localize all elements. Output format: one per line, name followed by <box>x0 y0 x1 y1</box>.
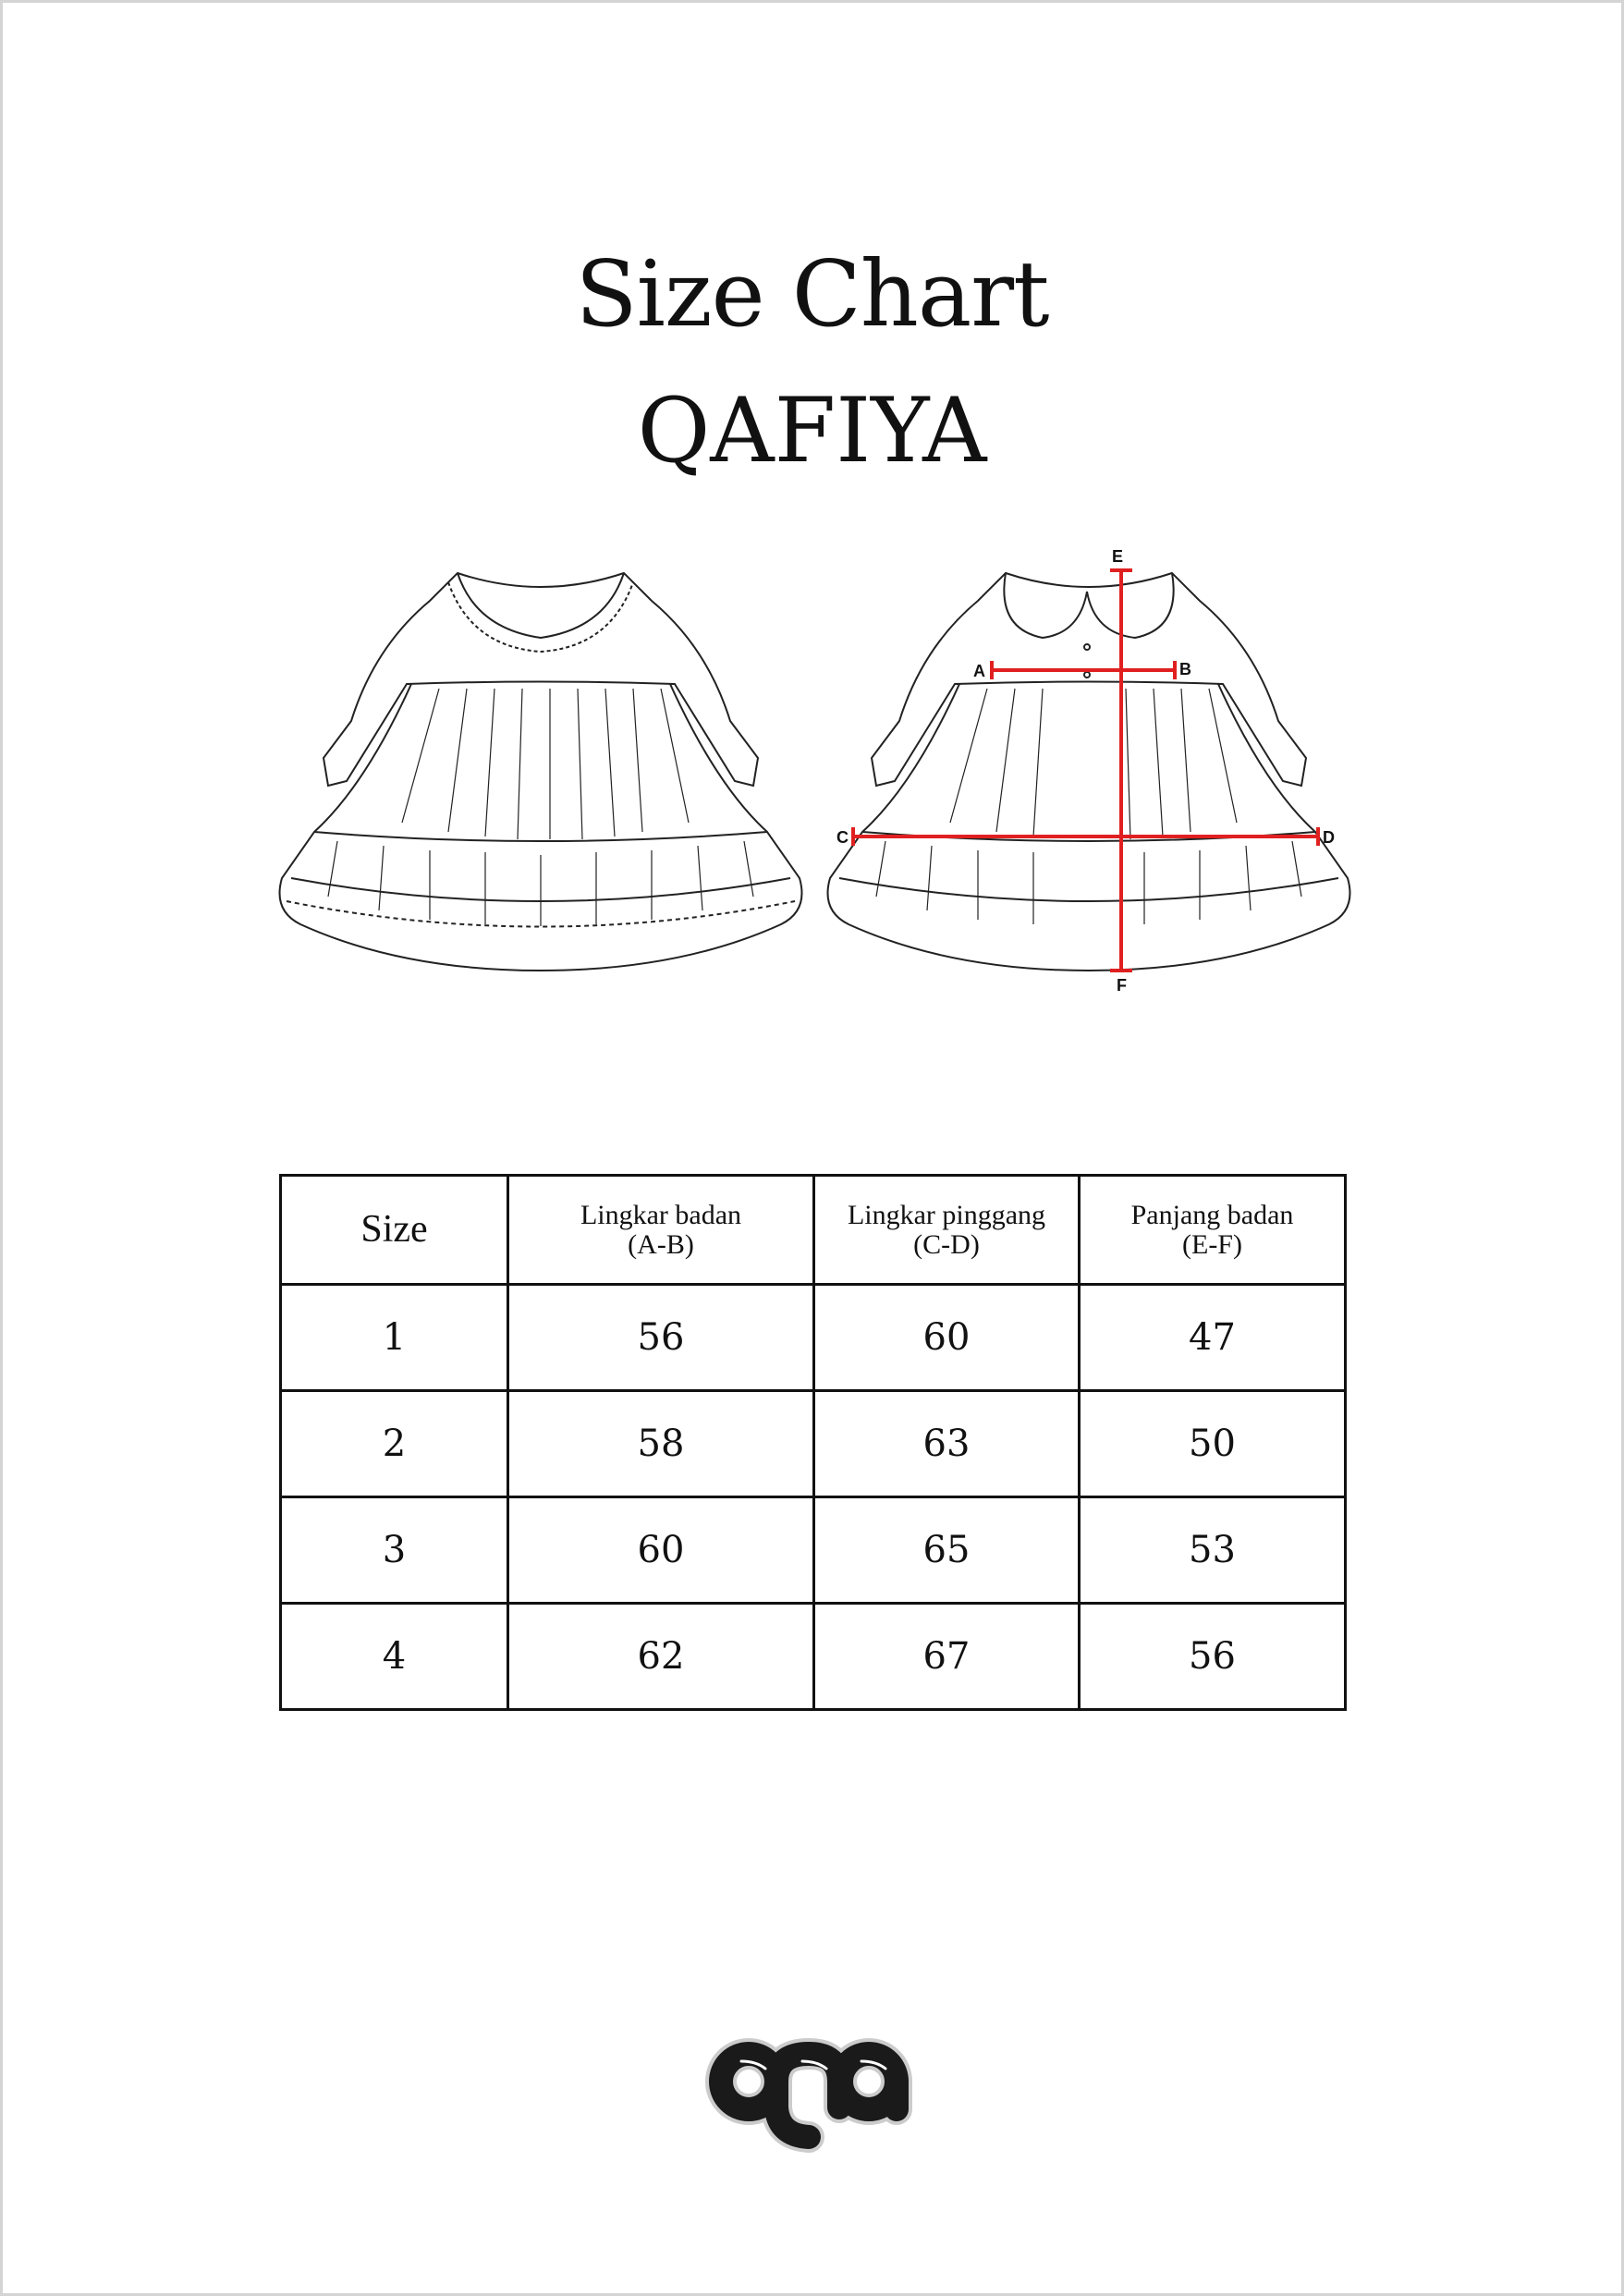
label-a: A <box>973 662 985 680</box>
cell-size: 4 <box>281 1604 508 1710</box>
label-d: D <box>1323 828 1335 847</box>
measurement-lines <box>853 570 1318 971</box>
table-row <box>281 1285 1346 1391</box>
header-label: Lingkar pinggang <box>847 1200 1046 1230</box>
label-f: F <box>1117 976 1127 995</box>
cell-length: 50 <box>1080 1391 1346 1497</box>
label-e: E <box>1112 547 1124 566</box>
table-row <box>281 1497 1346 1604</box>
cell-length: 47 <box>1080 1285 1346 1391</box>
cell-chest: 62 <box>508 1604 814 1710</box>
product-name: QAFIYA <box>637 379 987 482</box>
header-code: (E-F) <box>1182 1228 1242 1260</box>
header-label: Lingkar badan <box>580 1200 742 1230</box>
header-size <box>281 1176 508 1285</box>
header-code: (C-D) <box>913 1228 980 1260</box>
cell-size: 3 <box>281 1497 508 1604</box>
page-title: Size Chart <box>575 242 1049 348</box>
cell-length: 53 <box>1080 1497 1346 1604</box>
label-c: C <box>836 828 849 847</box>
table-header-row <box>281 1176 1346 1285</box>
cell-length: 56 <box>1080 1604 1346 1710</box>
dress-back-illustration <box>263 545 818 989</box>
cell-waist: 60 <box>814 1285 1080 1391</box>
header-label: Panjang badan <box>1130 1200 1294 1230</box>
cell-chest: 60 <box>508 1497 814 1604</box>
header-length <box>1080 1176 1346 1285</box>
cell-size: 1 <box>281 1285 508 1391</box>
table-row <box>281 1604 1346 1710</box>
cell-chest: 56 <box>508 1285 814 1391</box>
table-row <box>281 1391 1346 1497</box>
header-code: (A-B) <box>628 1228 694 1260</box>
header-label: Size <box>360 1208 428 1252</box>
label-b: B <box>1179 660 1191 678</box>
cell-waist: 63 <box>814 1391 1080 1497</box>
dress-front-measurement-diagram <box>812 545 1366 998</box>
cell-chest: 58 <box>508 1391 814 1497</box>
header-waist <box>814 1176 1080 1285</box>
size-table <box>279 1174 1347 1711</box>
brand-logo <box>702 2033 924 2154</box>
cell-waist: 65 <box>814 1497 1080 1604</box>
header-chest <box>508 1176 814 1285</box>
cell-waist: 67 <box>814 1604 1080 1710</box>
cell-size: 2 <box>281 1391 508 1497</box>
